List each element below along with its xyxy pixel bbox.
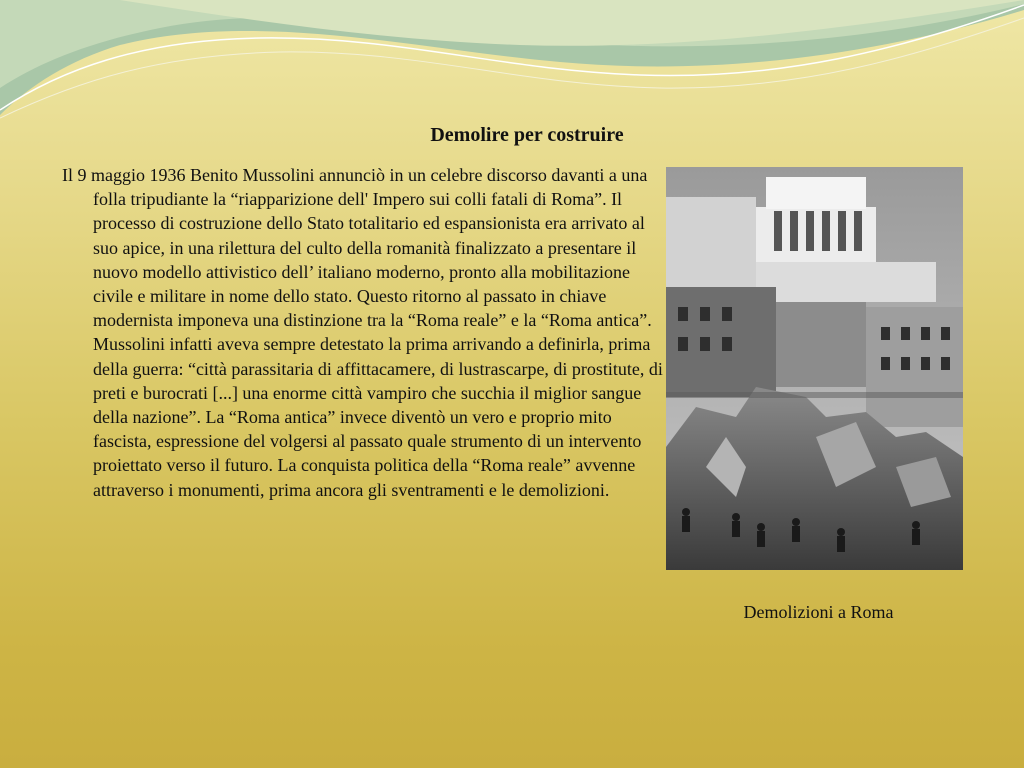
slide-title: Demolire per costruire xyxy=(430,124,624,146)
decorative-top-wave xyxy=(0,0,1024,130)
demolition-photo xyxy=(666,167,963,570)
body-paragraph: Il 9 maggio 1936 Benito Mussolini annunciò in un celebre discorso davanti a una folla tripudiante la “riapparizione dell' Impero sui colli fatali di Roma”. Il processo di costruzione dello Stato totalitario ed espansionista era arrivato al suo apice, in una rilettura del culto della romanità finalizzato a presentare il nuovo modello attivistico dell’ italiano moderno, pronto alla mobilitazione civile e militare in nome dello stato. Questo ritorno al passato in chiave modernista imponeva una distinzione tra la “Roma reale” e la “Roma antica”. Mussolini infatti aveva sempre detestato la prima arrivando a definirla, prima della guerra: “città parassitaria di affittacamere, di lustrascarpe, di prostitute, di preti e burocrati [...] una enorme città vampiro che succhia il miglior sangue della nazione”. La “Roma antica” invece diventò un vero e proprio mito fascista, espressione del volgersi al passato quale strumento di un intervento proiettato verso il futuro. La conquista politica della “Roma reale” avvenne attraverso i monumenti, prima ancora gli sventramenti e le demolizioni. xyxy=(62,165,663,500)
image-caption: Demolizioni a Roma xyxy=(743,602,894,622)
